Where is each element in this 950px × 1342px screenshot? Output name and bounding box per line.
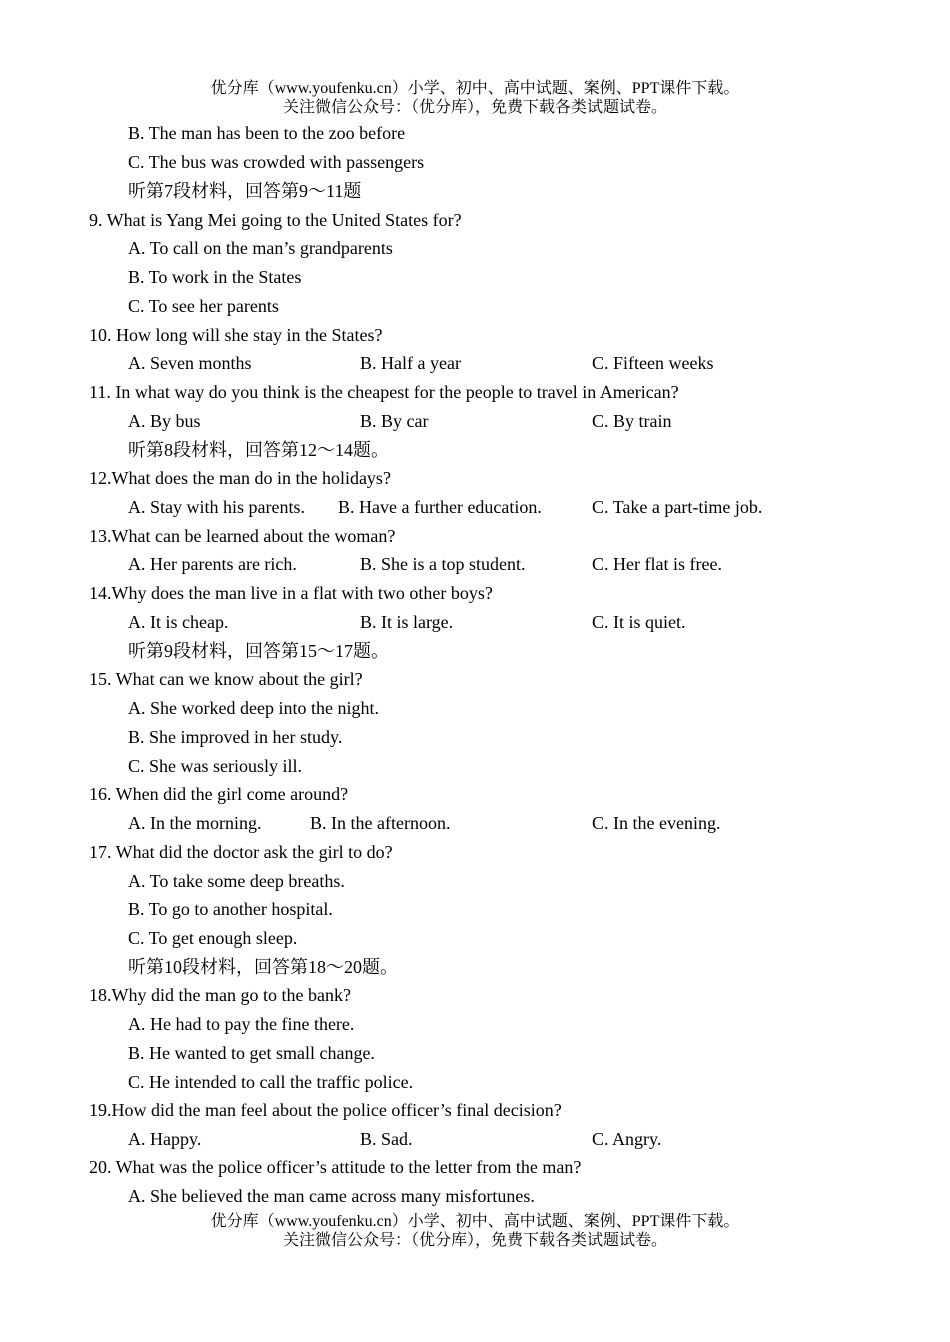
q16-option-a: A. In the morning. — [128, 813, 262, 833]
q12-option-a: A. Stay with his parents. — [128, 497, 305, 517]
q18-option-c: C. He intended to call the traffic police. — [128, 1072, 414, 1092]
q8-option-c: C. The bus was crowded with passengers — [128, 152, 425, 172]
q14-option-a: A. It is cheap. — [128, 612, 229, 632]
q20-option-a: A. She believed the man came across many misfortunes. — [128, 1186, 535, 1206]
q13-stem: 13.What can be learned about the woman? — [89, 526, 396, 546]
q18-stem: 18.Why did the man go to the bank? — [89, 985, 351, 1005]
q10-option-c: C. Fifteen weeks — [592, 353, 714, 373]
q10-option-a: A. Seven months — [128, 353, 252, 373]
section-9-instruction: 听第9段材料，回答第15～17题。 — [128, 641, 389, 661]
q13-option-a: A. Her parents are rich. — [128, 554, 297, 574]
q19-option-c: C. Angry. — [592, 1129, 662, 1149]
q16-stem: 16. When did the girl come around? — [89, 784, 349, 804]
q17-stem: 17. What did the doctor ask the girl to do? — [89, 842, 393, 862]
q15-option-c: C. She was seriously ill. — [128, 756, 302, 776]
page-footer-line-1: 优分库（www.youfenku.cn）小学、初中、高中试题、案例、PPT课件下载。 — [210, 1213, 740, 1230]
q14-option-c: C. It is quiet. — [592, 612, 686, 632]
q19-option-a: A. Happy. — [128, 1129, 202, 1149]
q10-option-b: B. Half a year — [360, 353, 461, 373]
q17-option-a: A. To take some deep breaths. — [128, 871, 345, 891]
q12-option-b: B. Have a further education. — [338, 497, 542, 517]
q17-option-b: B. To go to another hospital. — [128, 899, 333, 919]
q18-option-b: B. He wanted to get small change. — [128, 1043, 375, 1063]
q11-option-b: B. By car — [360, 411, 429, 431]
q15-stem: 15. What can we know about the girl? — [89, 669, 363, 689]
q9-option-b: B. To work in the States — [128, 267, 302, 287]
q11-option-c: C. By train — [592, 411, 672, 431]
q9-stem: 9. What is Yang Mei going to the United States for? — [89, 210, 462, 230]
page-header-line-1: 优分库（www.youfenku.cn）小学、初中、高中试题、案例、PPT课件下载。 — [210, 80, 740, 97]
section-8-instruction: 听第8段材料，回答第12～14题。 — [128, 440, 389, 460]
q20-stem: 20. What was the police officer’s attitude to the letter from the man? — [89, 1157, 582, 1177]
q14-stem: 14.Why does the man live in a flat with two other boys? — [89, 583, 493, 603]
q15-option-b: B. She improved in her study. — [128, 727, 343, 747]
q14-option-b: B. It is large. — [360, 612, 454, 632]
q10-stem: 10. How long will she stay in the States? — [89, 325, 383, 345]
q12-option-c: C. Take a part-time job. — [592, 497, 763, 517]
q9-option-a: A. To call on the man’s grandparents — [128, 238, 393, 258]
q16-option-c: C. In the evening. — [592, 813, 721, 833]
section-7-instruction: 听第7段材料，回答第9～11题 — [128, 181, 362, 201]
q18-option-a: A. He had to pay the fine there. — [128, 1014, 355, 1034]
q12-stem: 12.What does the man do in the holidays? — [89, 468, 391, 488]
q11-option-a: A. By bus — [128, 411, 201, 431]
q17-option-c: C. To get enough sleep. — [128, 928, 298, 948]
q8-option-b: B. The man has been to the zoo before — [128, 123, 406, 143]
q13-option-c: C. Her flat is free. — [592, 554, 722, 574]
q11-stem: 11. In what way do you think is the cheapest for the people to travel in American? — [89, 382, 679, 402]
q15-option-a: A. She worked deep into the night. — [128, 698, 379, 718]
q9-option-c: C. To see her parents — [128, 296, 279, 316]
page-footer-line-2: 关注微信公众号：（优分库），免费下载各类试题试卷。 — [282, 1232, 667, 1249]
section-10-instruction: 听第10段材料，回答第18～20题。 — [128, 957, 398, 977]
page-header-line-2: 关注微信公众号：（优分库），免费下载各类试题试卷。 — [282, 99, 667, 116]
q13-option-b: B. She is a top student. — [360, 554, 526, 574]
q19-stem: 19.How did the man feel about the police officer’s final decision? — [89, 1100, 562, 1120]
q19-option-b: B. Sad. — [360, 1129, 413, 1149]
q16-option-b: B. In the afternoon. — [310, 813, 451, 833]
